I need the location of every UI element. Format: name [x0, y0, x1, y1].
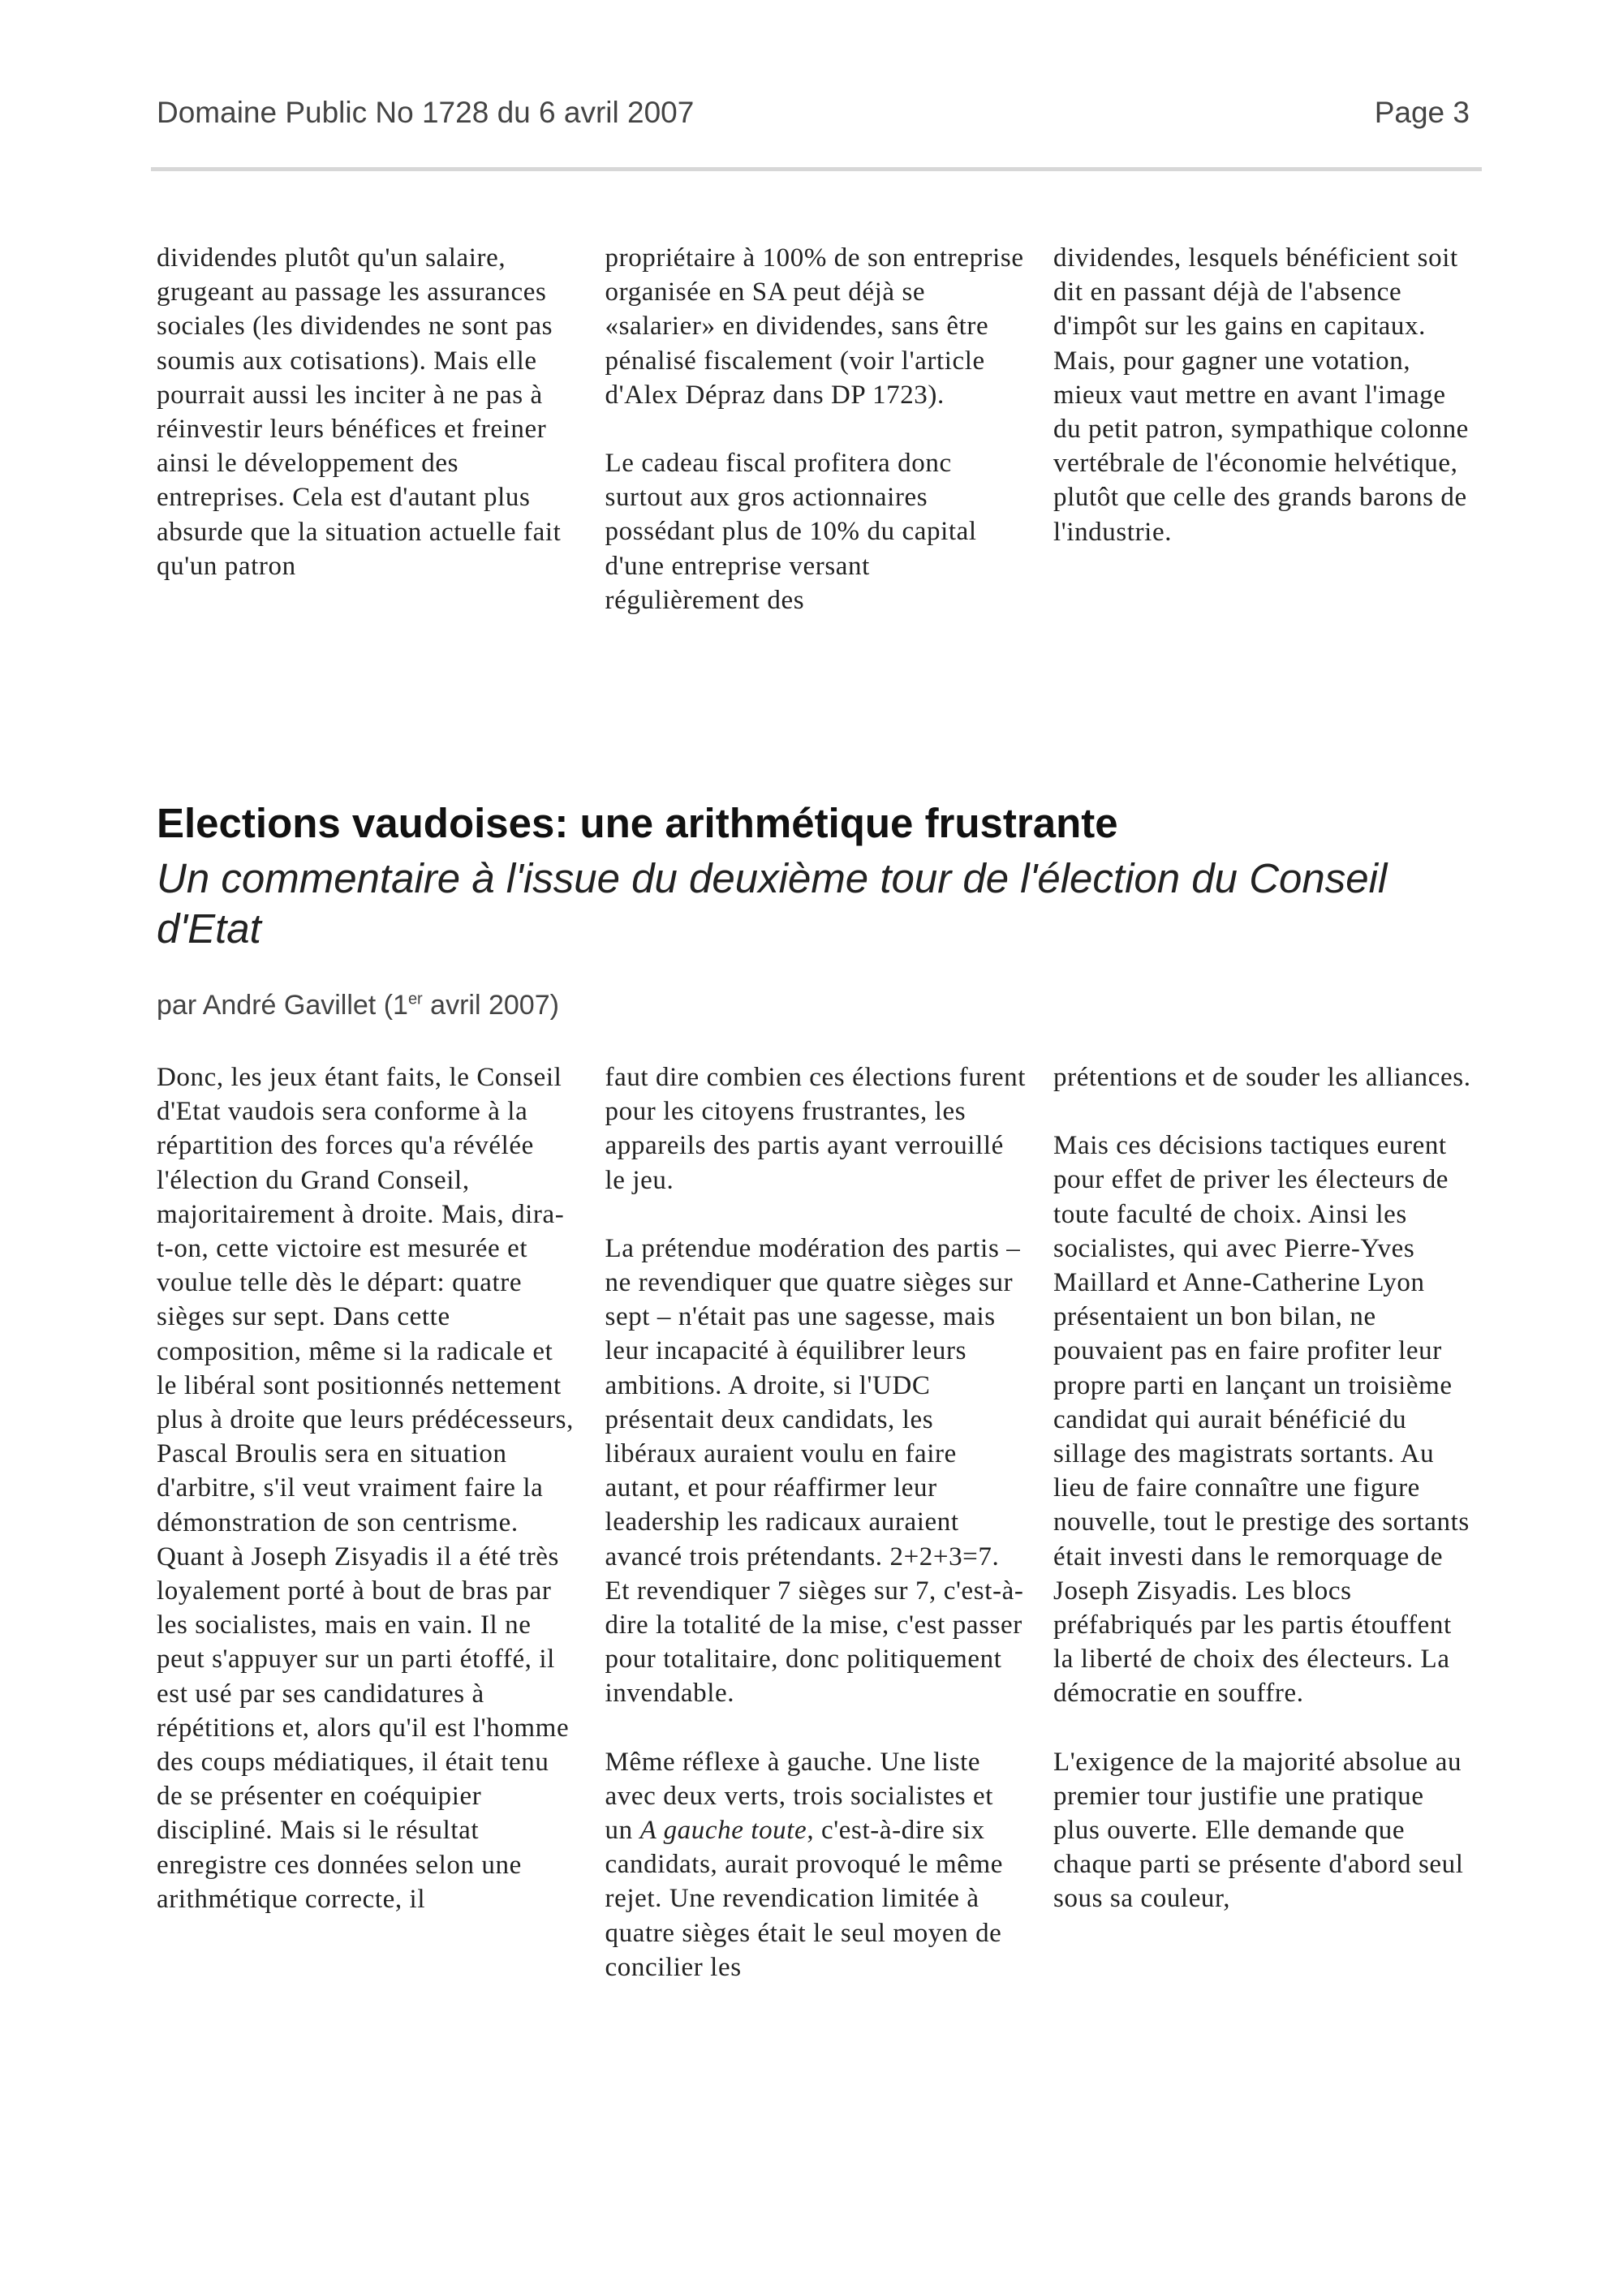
paragraph: [605, 1745, 1027, 1984]
prev-column-2: [605, 241, 1027, 617]
byline: [157, 990, 559, 1021]
prev-column-3: [1053, 241, 1475, 617]
article-subtitle: Un commentaire à l'issue du deuxième tour de l'élection du Conseil d'Etat: [157, 855, 1388, 952]
article-column-1: [157, 1060, 579, 1984]
paragraph: Mais ces décisions tactiques eurent pour effet de priver les électeurs de toute faculté de choix. Ainsi les socialistes, qui avec Pierre-Yves Maillard et Anne-Catherine Lyon présentaient un bon bilan, ne pouvaient pas en faire profiter leur propre parti en lançant un troisième candidat qui aurait bénéficié du sillage des magistrats sortants. Au lieu de faire connaître une figure nouvelle, tout le prestige des sortants était investi dans le remorquage de Joseph Zisyadis. Les blocs préfabriqués par les partis étouffent la liberté de choix des électeurs. La démocratie en souffre.: [1053, 1131, 1470, 1709]
paragraph: prétentions et de souder les alliances.: [1053, 1063, 1471, 1092]
text-run: , c'est-à-dire six candidats, aurait provoqué le même rejet. Une revendication limitée à quatre sièges était le seul moyen de concilier les: [605, 1816, 1003, 1982]
paragraph: propriétaire à 100% de son entreprise organisée en SA peut déjà se «salarier» en dividendes, sans être pénalisé fiscalement (voir l'article d'Alex Dépraz dans DP 1723).: [605, 243, 1024, 410]
article-column-3: [1053, 1060, 1475, 1984]
paragraph: Le cadeau fiscal profitera donc surtout aux gros actionnaires possédant plus de 10% du capital d'une entreprise versant régulièrement des: [605, 449, 977, 615]
publication-info: Domaine Public No 1728 du 6 avril 2007: [157, 96, 695, 129]
paragraph: faut dire combien ces élections furent pour les citoyens frustrantes, les appareils des partis ayant verrouillé le jeu.: [605, 1063, 1027, 1195]
article-columns: [157, 1060, 1475, 1984]
article-title: Elections vaudoises: une arithmétique frustrante: [157, 800, 1118, 846]
article-column-2: [605, 1060, 1027, 1984]
running-header: [157, 96, 1470, 130]
paragraph: Donc, les jeux étant faits, le Conseil d'Etat vaudois sera conforme à la répartition des forces qu'a révélée l'élection du Grand Conseil, majoritairement à droite. Mais, dira-t-on, cette victoire est mesurée et voulue telle dès le départ: quatre sièges sur sept. Dans cette composition, même si la radicale et le libéral sont positionnés nettement plus à droite que leurs prédécesseurs, Pascal Broulis sera en situation d'arbitre, s'il veut vraiment faire la démonstration de son centrisme. Quant à Joseph Zisyadis il a été très loyalement porté à bout de bras par les socialistes, mais en vain. Il ne peut s'appuyer sur un parti étoffé, il est usé par ses candidatures à répétitions et, alors qu'il est l'homme des coups médiatiques, il était tenu de se présenter en coéquipier discipliné. Mais si le résultat enregistre ces données selon une arithmétique correcte, il: [157, 1063, 574, 1914]
text-run: Même réflexe à gauche. Une liste avec deux verts, trois socialistes et un: [605, 1747, 994, 1846]
italic-list-name: A gauche toute: [639, 1816, 807, 1846]
header-divider: [151, 167, 1482, 171]
paragraph: La prétendue modération des partis – ne revendiquer que quatre sièges sur sept – n'était pas une sagesse, mais leur incapacité à équilibrer leurs ambitions. A droite, si l'UDC présentait deux candidats, les libéraux auraient voulu en faire autant, et pour réaffirmer leur leadership les radicaux auraient avancé trois prétendants. 2+2+3=7. Et revendiquer 7 sièges sur 7, c'est-à-dire la totalité de la mise, c'est passer pour totalitaire, donc politiquement invendable.: [605, 1233, 1024, 1709]
previous-article-columns: [157, 241, 1475, 617]
byline-superscript: er: [407, 990, 423, 1008]
paragraph: L'exigence de la majorité absolue au premier tour justifie une pratique plus ouverte. Elle demande que chaque parti se présente d'abord seul sous sa couleur,: [1053, 1747, 1464, 1914]
byline-prefix: par André Gavillet (1: [157, 990, 408, 1021]
paragraph: dividendes plutôt qu'un salaire, grugeant au passage les assurances sociales (les dividendes ne sont pas soumis aux cotisations). Mais elle pourrait aussi les inciter à ne pas à réinvestir leurs bénéfices et freiner ainsi le développement des entreprises. Cela est d'autant plus absurde que la situation actuelle fait qu'un patron: [157, 243, 562, 581]
paragraph: dividendes, lesquels bénéficient soit dit en passant déjà de l'absence d'impôt sur les gains en capitaux. Mais, pour gagner une votation, mieux vaut mettre en avant l'image du petit patron, sympathique colonne vertébrale de l'économie helvétique, plutôt que celle des grands barons de l'industrie.: [1053, 243, 1469, 547]
prev-column-1: [157, 241, 579, 617]
byline-suffix: avril 2007): [422, 990, 559, 1021]
page-number: Page 3: [1374, 96, 1470, 129]
